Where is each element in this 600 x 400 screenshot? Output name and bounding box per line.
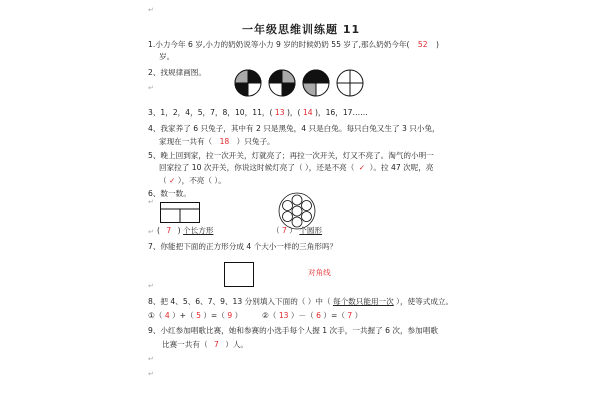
square-figure [224,262,254,288]
q6-rect-count: 7 [166,226,172,235]
q5-check-1: ✓ [358,163,366,172]
q3-text-end: )，16，17…… [315,108,368,117]
q5-text-mid: ），还是不亮（ [305,163,355,172]
q5-text-end: ）。拉 47 次呢，亮 [369,163,434,172]
q5-line2 [159,163,433,173]
q5-line3 [159,176,226,186]
eq1-value-2: 5 [196,311,201,320]
eq2-value-1: 13 [278,311,289,320]
q9-text: 比赛一共有（ [162,340,208,349]
q5-text-open: （ [159,176,167,185]
q3-answer-1: 13 [274,108,285,117]
q8-equation-1 [148,311,242,321]
q4-line2 [159,137,275,147]
q5-text-mid2: ），不亮（ [177,176,212,185]
paragraph-mark: ↵ [148,282,154,290]
eq2-part: ）－（ [290,311,314,320]
q1-answer: 52 [417,40,428,49]
rectangles-figure [160,202,200,224]
question-1 [148,40,439,50]
eq1-part: ）+（ [172,311,194,320]
q9-text-end: ）人。 [225,340,249,349]
question-7: 7、你能把下面的正方形分成 4 个大小一样的三角形吗？ [148,242,338,251]
circle-pattern-4-blank [337,70,363,96]
q6-circle-answer [272,226,322,236]
paragraph-mark: ↵ [148,370,154,378]
question-4: 4、我家养了 6 只兔子，其中有 2 只是黑兔，4 只是白兔。每只白兔又生了 3 只小兔， [148,124,440,133]
eq2-part: ） [354,311,363,320]
q4-answer: 18 [219,137,230,146]
q6-circle-close: ） [289,226,297,235]
q4-text-end: ）只兔子。 [236,137,275,146]
eq1-value-3: 9 [227,311,233,320]
q1-line2: 岁。 [159,52,175,61]
eq2-part: ②（ [262,311,277,320]
q3-answer-2: 14 [302,108,313,117]
paragraph-mark: ↵ [148,355,154,363]
circle-pattern-2 [269,70,295,96]
question-9: 9、小红参加唱歌比赛，她和参赛的小选手每个人握 1 次手，一共握了 6 次，参加唱歌 [148,326,438,335]
q9-answer: 7 [213,340,219,349]
question-2: 2、找规律画图。 [148,68,206,77]
q3-text: 3、1，2，4，5，7，8，10，11，( [148,108,273,117]
eq1-part: ） [234,311,243,320]
q6-rect-label: 个长方形 [183,226,214,235]
q8-rule: 每个数只能用一次 [333,297,394,306]
eq1-part: ①（ [148,311,163,320]
circles-figure [278,192,316,230]
q6-circle-count: 7 [282,226,287,235]
q6-rect-answer [157,226,213,236]
q5-check-2: ✓ [169,176,176,185]
eq2-value-3: 7 [347,311,353,320]
q1-text-end: ) [435,40,439,49]
circle-pattern-1 [235,70,261,96]
paragraph-mark: ↵ [148,84,154,92]
paragraph-mark: ↵ [148,228,154,236]
q6-circle-label: 个圆形 [299,226,323,235]
eq1-part: ）=（ [203,311,225,320]
q8-text-end: ），使等式成立。 [396,297,454,306]
q6-rect-open: ( [157,226,160,235]
page-title: 一年级思维训练题 11 [242,23,361,36]
q8-equation-2 [262,311,362,321]
q5-text-close: ）。 [214,176,226,185]
question-3 [148,108,368,118]
question-5: 5、晚上回到家，拉一次开关，灯就亮了；再拉一次开关，灯又不亮了。淘气的小明一 [148,151,434,160]
q8-text: 8、把 4、5、6、7、9、13 分别填入下面的（ ）中（ [148,297,331,306]
q6-rect-close: ) [177,226,181,235]
question-8 [148,297,453,307]
q9-line2 [162,340,248,350]
q5-text: 回家拉了 10 次开关，你说这时候灯亮了（ [159,163,303,172]
q6-circle-open: （ [272,226,280,235]
pattern-circles-figure [233,68,373,98]
q4-text: 家现在一共有（ [159,137,213,146]
eq2-part: ）=（ [323,311,345,320]
q1-text: 1.小力今年 6 岁,小力的奶奶说等小力 9 岁的时候奶奶 55 岁了,那么奶奶今年( [148,40,410,49]
question-6: 6、数一数。 [148,189,191,198]
eq1-value-1: 4 [164,311,170,320]
circle-pattern-3 [303,70,329,96]
paragraph-mark: ↵ [148,6,154,14]
eq2-value-2: 6 [316,311,321,320]
q7-answer: 对角线 [308,268,331,277]
paragraph-mark: ↵ [148,198,154,206]
q3-text-mid: )，( [286,108,301,117]
